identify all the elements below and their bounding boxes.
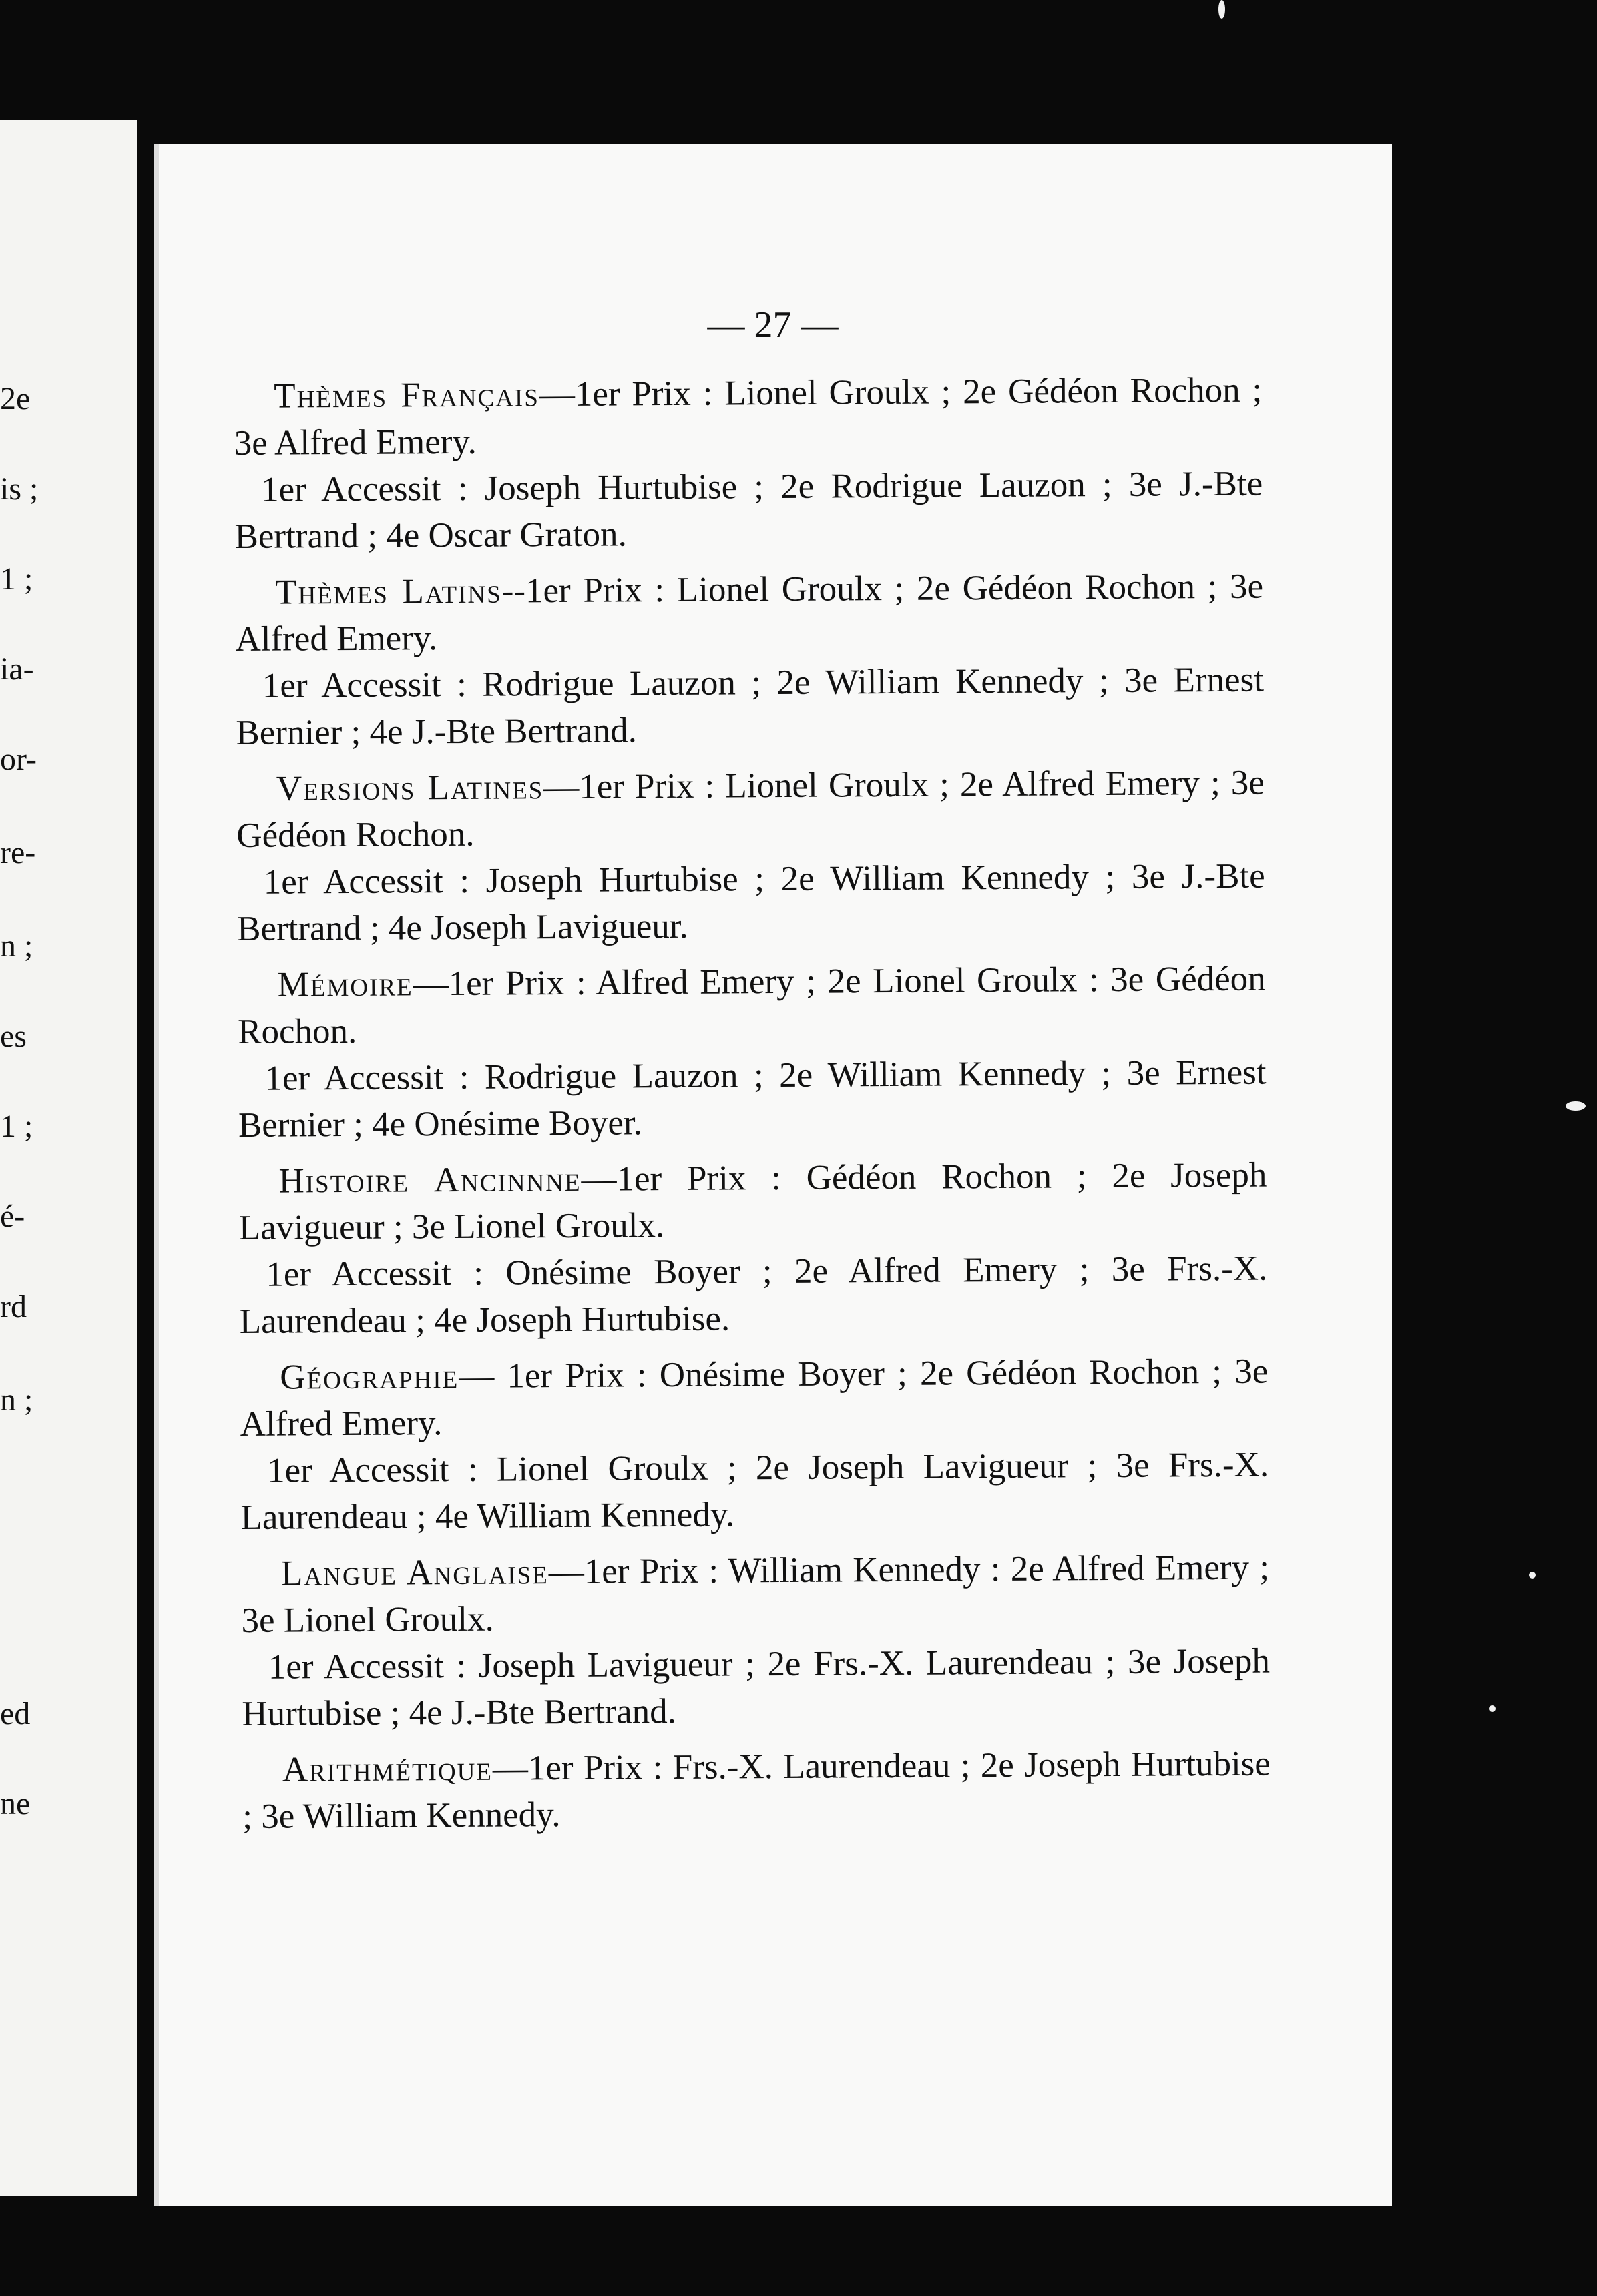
subject-heading: Histoire Ancinnne [278,1159,582,1201]
subject-prize-paragraph [241,1544,1270,1644]
accessit-paragraph: 1er Accessit : Lionel Groulx ; 2e Joseph Lavigueur ; 3e Frs.-X. Laurendeau ; 4e William Kennedy. [240,1445,1269,1537]
prize-text: --1er Prix : Lionel Groulx ; 2e Gédéon Rochon ; 3e Alfred Emery. [235,567,1264,659]
page-number: — 27 — [707,304,839,346]
prize-text: — 1er Prix : Onésime Boyer ; 2e Gédéon Rochon ; 3e Alfred Emery. [240,1352,1269,1444]
left-fragment: re- [0,835,36,870]
left-fragment: n ; [0,928,33,964]
subject-prize-paragraph [238,1152,1267,1251]
subject-heading: Arithmétique [282,1749,493,1789]
prize-text: —1er Prix : Frs.-X. Laurendeau ; 2e Joseph Hurtubise ; 3e William Kennedy. [242,1744,1271,1836]
left-fragment: ed [0,1696,31,1731]
book-page [154,144,1392,2206]
scan-speck [1529,1572,1536,1579]
scan-speck [1218,0,1225,19]
subject-heading: Langue Anglaise [280,1552,549,1593]
subject-heading: Thèmes Français [274,375,540,416]
subject-heading: Géographie [280,1356,459,1397]
subject-prize-paragraph [240,1348,1269,1448]
subject-prize-paragraph [237,956,1266,1055]
subject-heading: Versions Latines [276,768,544,808]
left-fragment: rd [0,1289,27,1324]
subject-prize-paragraph [235,563,1264,663]
subject-prize-paragraph [236,760,1265,859]
subject-prize-paragraph [242,1741,1271,1840]
left-fragment: 1 ; [0,1109,33,1144]
left-fragment: é- [0,1199,25,1234]
left-fragment: es [0,1019,27,1054]
left-fragment: ne [0,1786,31,1821]
prize-text: —1er Prix : William Kennedy : 2e Alfred Emery ; 3e Lionel Groulx. [241,1548,1270,1640]
subject-heading: Mémoire [277,964,413,1005]
left-fragment: is ; [0,471,39,507]
prize-text: —1er Prix : Gédéon Rochon ; 2e Joseph Lavigueur ; 3e Lionel Groulx. [238,1155,1267,1247]
accessit-paragraph: 1er Accessit : Onésime Boyer ; 2e Alfred Emery ; 3e Frs.-X. Laurendeau ; 4e Joseph Hurtubise. [239,1249,1268,1341]
prize-text: —1er Prix : Alfred Emery ; 2e Lionel Groulx : 3e Gédéon Rochon. [237,959,1266,1051]
accessit-paragraph: 1er Accessit : Rodrigue Lauzon ; 2e William Kennedy ; 3e Ernest Bernier ; 4e Onésime Boyer. [238,1053,1267,1145]
prize-list [234,358,1271,1840]
accessit-paragraph: 1er Accessit : Joseph Lavigueur ; 2e Frs.-X. Laurendeau ; 3e Joseph Hurtubise ; 4e J.-Bte Bertrand. [242,1641,1271,1733]
left-fragment: or- [0,742,37,777]
prize-text: —1er Prix : Lionel Groulx ; 2e Gédéon Rochon ; 3e Alfred Emery. [234,370,1263,463]
subject-heading: Thèmes Latins [274,571,502,612]
left-fragment: 1 ; [0,561,33,597]
accessit-paragraph: 1er Accessit : Joseph Hurtubise ; 2e William Kennedy ; 3e J.-Bte Bertrand ; 4e Joseph Lavigueur. [236,856,1265,948]
left-fragment: 2e [0,381,31,416]
prize-text: —1er Prix : Lionel Groulx ; 2e Alfred Emery ; 3e Gédéon Rochon. [236,763,1265,855]
left-page-edge [0,120,137,2196]
left-fragment: n ; [0,1382,33,1418]
left-fragment: ia- [0,651,34,687]
scan-speck [1566,1101,1586,1111]
scan-speck [1489,1705,1496,1712]
subject-prize-paragraph [234,367,1263,467]
accessit-paragraph: 1er Accessit : Rodrigue Lauzon ; 2e William Kennedy ; 3e Ernest Bernier ; 4e J.-Bte Bertrand. [236,660,1265,752]
accessit-paragraph: 1er Accessit : Joseph Hurtubise ; 2e Rodrigue Lauzon ; 3e J.-Bte Bertrand ; 4e Oscar Graton. [234,464,1263,556]
